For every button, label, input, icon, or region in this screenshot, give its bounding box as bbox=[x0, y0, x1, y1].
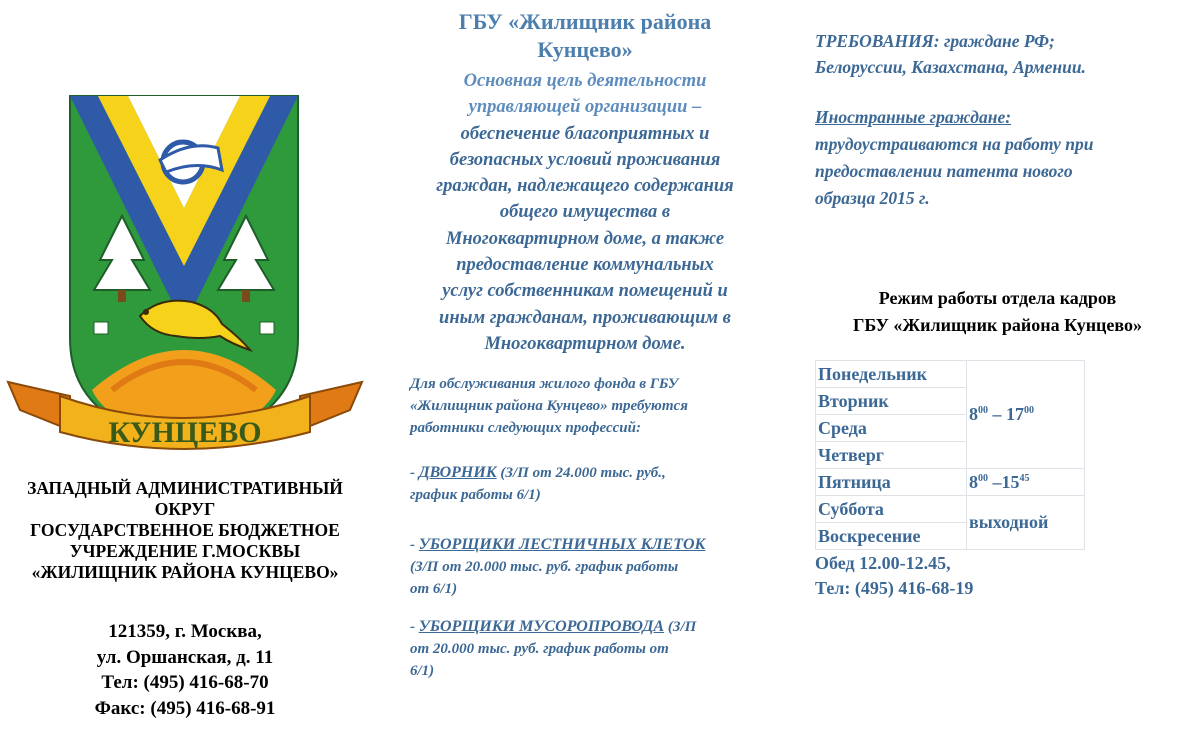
job-detail: от 20.000 тыс. руб. график работы от bbox=[410, 641, 669, 657]
foreign-line: трудоустраиваются на работу при bbox=[815, 134, 1094, 154]
goal-line: управляющей организации – bbox=[468, 97, 702, 118]
day-cell: Вторник bbox=[816, 388, 967, 415]
address-line: 121359, г. Москва, bbox=[108, 621, 262, 642]
hours-sep: – bbox=[988, 404, 1006, 424]
goal-line: обеспечение благоприятных и bbox=[460, 123, 710, 144]
goal-line: общего имущества в bbox=[499, 202, 671, 223]
hr-title-line: Режим работы отдела кадров bbox=[878, 288, 1117, 308]
hours-end: 15 bbox=[1001, 471, 1020, 492]
org-line: ГОСУДАРСТВЕННОЕ БЮДЖЕТНОЕ bbox=[30, 520, 340, 540]
org-line: ОКРУГ bbox=[154, 499, 216, 519]
day-cell: Воскресение bbox=[816, 523, 967, 550]
goal-line: Многоквартирном доме, а также bbox=[445, 228, 725, 249]
schedule-row bbox=[816, 361, 1085, 388]
day-cell: Пятница bbox=[816, 469, 967, 496]
lunch-text: Обед 12.00-12.45, bbox=[815, 553, 951, 573]
requirements-line: ТРЕБОВАНИЯ: граждане РФ; bbox=[815, 31, 1055, 51]
kuntsevo-coat-of-arms bbox=[0, 90, 370, 470]
lunch-and-phone bbox=[815, 551, 1195, 601]
schedule-row bbox=[816, 469, 1085, 496]
address-block bbox=[0, 619, 370, 721]
phone-line: Тел: (495) 416-68-70 bbox=[101, 672, 269, 693]
intro-line: Для обслуживания жилого фонда в ГБУ bbox=[410, 376, 679, 392]
goal-line: иным гражданам, проживающим в bbox=[439, 307, 731, 328]
hr-title-line: ГБУ «Жилищник района Кунцево» bbox=[852, 315, 1143, 335]
day-cell: Четверг bbox=[816, 442, 967, 469]
friday-hours bbox=[967, 469, 1085, 496]
job-stair-cleaner bbox=[410, 534, 772, 600]
job-prefix: - bbox=[410, 465, 419, 481]
hours-end: 17 bbox=[1006, 404, 1024, 424]
hours-sep: – bbox=[988, 471, 1002, 492]
weekday-hours bbox=[967, 361, 1085, 469]
title-line: Кунцево» bbox=[537, 37, 633, 62]
foreign-citizens bbox=[815, 104, 1195, 212]
intro-line: работники следующих профессий: bbox=[410, 420, 641, 436]
requirements bbox=[815, 28, 1195, 80]
hours-end-sup: 00 bbox=[1024, 405, 1034, 416]
job-detail: от 6/1) bbox=[410, 581, 458, 597]
fax-line: Факс: (495) 416-68-91 bbox=[94, 697, 276, 719]
job-salary: (З/П bbox=[664, 619, 697, 635]
vacancies-intro bbox=[410, 373, 772, 439]
hr-schedule-title bbox=[800, 285, 1195, 339]
middle-title bbox=[400, 8, 770, 64]
job-title: ДВОРНИК bbox=[418, 464, 497, 481]
hours-start-sup: 00 bbox=[978, 472, 988, 484]
foreign-heading: Иностранные граждане: bbox=[815, 107, 1012, 127]
stump-icon-left bbox=[94, 322, 108, 334]
job-detail: 6/1) bbox=[410, 663, 435, 679]
job-salary: (З/П от 24.000 тыс. руб., bbox=[496, 465, 666, 481]
organization-name bbox=[0, 478, 370, 583]
goal-line: граждан, надлежащего содержания bbox=[436, 176, 734, 197]
job-janitor bbox=[410, 462, 772, 506]
job-chute-cleaner bbox=[410, 616, 772, 682]
goal-line: безопасных условий проживания bbox=[449, 149, 721, 170]
address-line: ул. Оршанская, д. 11 bbox=[96, 646, 274, 668]
title-line: ГБУ «Жилищник района bbox=[458, 9, 712, 34]
org-line: ЗАПАДНЫЙ АДМИНИСТРАТИВНЫЙ bbox=[27, 478, 343, 498]
goal-line: предоставление коммунальных bbox=[456, 255, 714, 276]
job-detail: (З/П от 20.000 тыс. руб. график работы bbox=[410, 559, 679, 575]
intro-line: «Жилищник района Кунцево» требуются bbox=[410, 398, 688, 414]
goal-text bbox=[400, 68, 770, 357]
hours-start: 8 bbox=[969, 404, 978, 424]
job-prefix: - bbox=[410, 619, 419, 635]
day-cell: Понедельник bbox=[816, 361, 967, 388]
org-line: УЧРЕЖДЕНИЕ Г.МОСКВЫ bbox=[69, 541, 301, 561]
goal-line: Основная цель деятельности bbox=[463, 71, 707, 91]
goal-line: Многоквартирном доме. bbox=[484, 333, 686, 354]
hours-start-sup: 00 bbox=[978, 405, 988, 416]
weekend-cell: выходной bbox=[967, 496, 1085, 550]
hr-phone: Тел: (495) 416-68-19 bbox=[815, 578, 974, 598]
job-prefix: - bbox=[410, 537, 419, 553]
goal-line: услуг собственникам помещений и bbox=[442, 281, 728, 302]
foreign-line: предоставлении патента нового bbox=[815, 161, 1073, 181]
hours-start: 8 bbox=[969, 471, 978, 492]
schedule-table bbox=[815, 360, 1085, 550]
schedule-row bbox=[816, 496, 1085, 523]
job-title: УБОРЩИКИ ЛЕСТНИЧНЫХ КЛЕТОК bbox=[418, 536, 706, 553]
requirements-line: Белоруссии, Казахстана, Армении. bbox=[815, 57, 1086, 77]
foreign-line: образца 2015 г. bbox=[815, 188, 930, 208]
job-title: УБОРЩИКИ МУСОРОПРОВОДА bbox=[418, 618, 665, 635]
day-cell: Суббота bbox=[816, 496, 967, 523]
job-detail: график работы 6/1) bbox=[410, 487, 541, 503]
ribbon-text: КУНЦЕВО bbox=[108, 416, 262, 449]
org-line: «ЖИЛИЩНИК РАЙОНА КУНЦЕВО» bbox=[31, 562, 339, 582]
stump-icon-right bbox=[260, 322, 274, 334]
hours-end-sup: 45 bbox=[1019, 472, 1030, 484]
day-cell: Среда bbox=[816, 415, 967, 442]
